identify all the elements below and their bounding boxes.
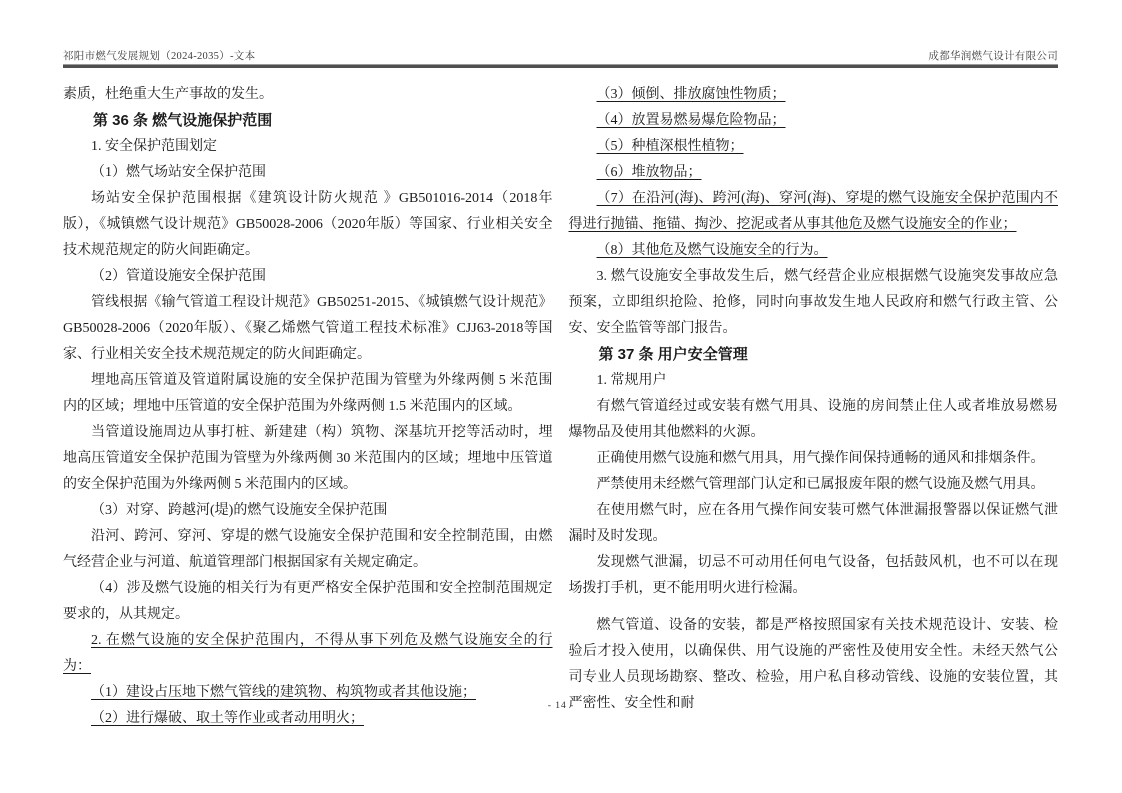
paragraph: 2. 在燃气设施的安全保护范围内，不得从事下列危及燃气设施安全的行为： — [63, 633, 553, 674]
header-document-title: 祁阳市燃气发展规划（2024-2035）-文本 — [63, 51, 256, 62]
article-heading: 第 36 条 燃气设施保护范围 — [93, 112, 273, 129]
paragraph: （1）建设占压地下燃气管线的建筑物、构筑物或者其他设施； — [91, 685, 476, 700]
paragraph: 管线根据《输气管道工程设计规范》GB50251-2015、《城镇燃气设计规范》GB50028-2006（2020年版）、《聚乙烯燃气管道工程技术标准》CJJ63-2018等国家、行业相关安全技术规范规定的防火间距确定。 — [63, 295, 553, 362]
paragraph: （2）进行爆破、取土等作业或者动用明火； — [91, 711, 364, 726]
paragraph: 1. 常规用户 — [596, 373, 667, 388]
paragraph: 当管道设施周边从事打桩、新建建（构）筑物、深基坑开挖等活动时，埋地高压管道安全保护范围为管壁为外缘两侧 30 米范围内的区域；埋地中压管道的安全保护范围为外缘两侧 5 米范围内的区域。 — [63, 425, 553, 492]
paragraph: 燃气管道、设备的安装，都是严格按照国家有关技术规范设计、安装、检验后才投入使用，以确保供、用气设施的严密性及使用安全性。未经天然气公司专业人员现场勘察、整改、检验，用户私自移动管线、设施的安装位置，其严密性、安全性和耐 — [568, 618, 1058, 711]
column-right — [569, 82, 1059, 732]
header-rule — [63, 64, 1058, 68]
paragraph: 素质，杜绝重大生产事故的发生。 — [63, 87, 273, 102]
paragraph: 发现燃气泄漏，切忌不可动用任何电气设备，包括鼓风机，也不可以在现场拨打手机，更不能用明火进行检漏。 — [568, 555, 1058, 596]
paragraph: 3. 燃气设施安全事故发生后，燃气经营企业应根据燃气设施突发事故应急预案，立即组织抢险、抢修，同时向事故发生地人民政府和燃气行政主管、公安、安全监管等部门报告。 — [568, 269, 1058, 336]
paragraph: （3）对穿、跨越河(堤)的燃气设施安全保护范围 — [91, 503, 388, 518]
paragraph: （6）堆放物品； — [596, 165, 702, 180]
paragraph: （4）放置易燃易爆危险物品； — [596, 113, 786, 128]
paragraph: 正确使用燃气设施和燃气用具，用气操作间保持通畅的通风和排烟条件。 — [596, 451, 1045, 466]
paragraph: （4）涉及燃气设施的相关行为有更严格安全保护范围和安全控制范围规定要求的，从其规定。 — [63, 581, 553, 622]
paragraph: 1. 安全保护范围划定 — [91, 139, 217, 154]
text-columns — [63, 82, 1058, 732]
column-left — [63, 82, 553, 732]
paragraph: （8）其他危及燃气设施安全的行为。 — [596, 243, 828, 258]
paragraph: 在使用燃气时，应在各用气操作间安装可燃气体泄漏报警器以保证燃气泄漏时及时发现。 — [568, 503, 1058, 544]
paragraph: （3）倾倒、排放腐蚀性物质； — [596, 87, 786, 102]
paragraph: 有燃气管道经过或安装有燃气用具、设施的房间禁止住人或者堆放易燃易爆物品及使用其他燃料的火源。 — [568, 399, 1058, 440]
paragraph: 严禁使用未经燃气管理部门认定和已属报废年限的燃气设施及燃气用具。 — [596, 477, 1045, 492]
article-heading: 第 37 条 用户安全管理 — [598, 346, 748, 363]
paragraph: 沿河、跨河、穿河、穿堤的燃气设施安全保护范围和安全控制范围，由燃气经营企业与河道、航道管理部门根据国家有关规定确定。 — [63, 529, 553, 570]
header-company-name: 成都华润燃气设计有限公司 — [928, 51, 1058, 62]
page-number: - 14 - — [547, 701, 575, 711]
paragraph: 埋地高压管道及管道附属设施的安全保护范围为管壁为外缘两侧 5 米范围内的区域；埋地中压管道的安全保护范围为外缘两侧 1.5 米范围内的区域。 — [63, 373, 553, 414]
paragraph: 场站安全保护范围根据《建筑设计防火规范 》GB501016-2014（2018年版），《城镇燃气设计规范》GB50028-2006（2020年版）等国家、行业相关安全技术规范规定的防火间距确定。 — [63, 191, 553, 258]
paragraph: （2）管道设施安全保护范围 — [91, 269, 266, 284]
paragraph: （1）燃气场站安全保护范围 — [91, 165, 266, 180]
paragraph: （5）种植深根性植物； — [596, 139, 744, 154]
paragraph: （7）在沿河(海)、跨河(海)、穿河(海)、穿堤的燃气设施安全保护范围内不得进行抛锚、拖锚、掏沙、挖泥或者从事其他危及燃气设施安全的作业； — [568, 191, 1058, 232]
